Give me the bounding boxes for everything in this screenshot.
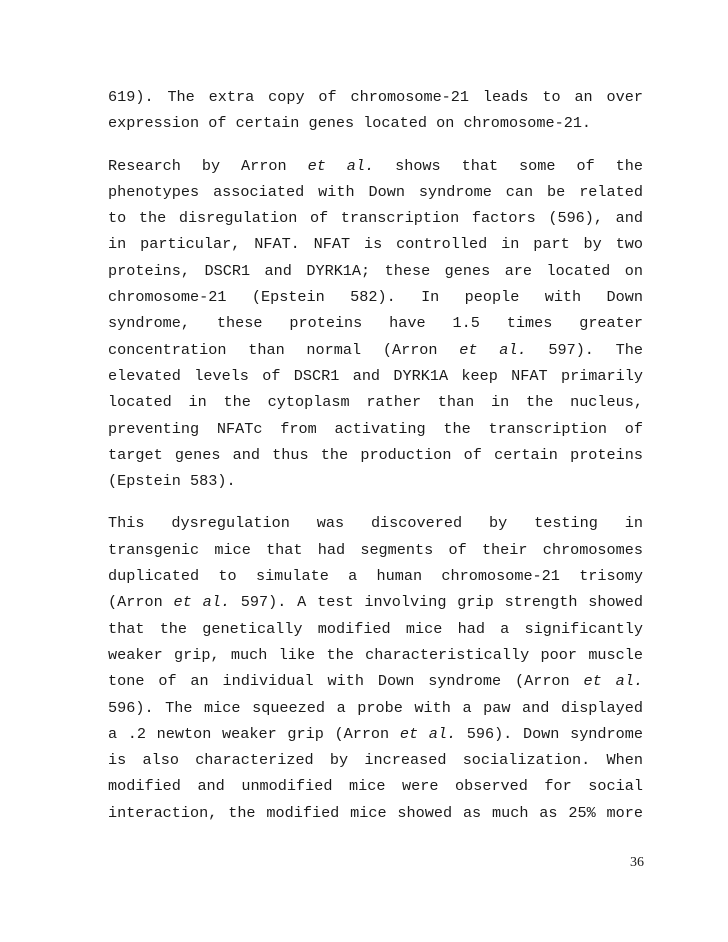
text-line: (Epstein 583). (108, 472, 236, 491)
text-line: (Arron et al. 597). A test involving grip strength showed (108, 593, 643, 612)
page-number: 36 (630, 855, 644, 870)
text-line: weaker grip, much like the characteristically poor muscle (108, 645, 643, 664)
italic-citation: et al. (173, 593, 230, 612)
text-line: a .2 newton weaker grip (Arron et al. 596). Down syndrome (108, 724, 643, 743)
italic-citation: et al. (583, 672, 643, 691)
text-line: syndrome, these proteins have 1.5 times greater (108, 314, 643, 333)
italic-citation: et al. (459, 340, 527, 359)
text-line: that the genetically modified mice had a significantly (108, 619, 643, 638)
text-line: proteins, DSCR1 and DYRK1A; these genes are located on (108, 261, 643, 280)
text-line: expression of certain genes located on chromosome-21. (108, 114, 592, 133)
text-line: This dysregulation was discovered by testing in (108, 514, 643, 533)
text-line: Research by Arron et al. shows that some of the (108, 156, 643, 175)
text-line: transgenic mice that had segments of their chromosomes (108, 540, 643, 559)
text-line: concentration than normal (Arron et al. 597). The (108, 340, 644, 359)
italic-citation: et al. (399, 724, 457, 743)
text-line: 596). The mice squeezed a probe with a paw and displayed (108, 698, 643, 717)
text-line: to the disregulation of transcription factors (596), and (108, 209, 643, 228)
italic-citation: et al. (307, 156, 375, 175)
body-text (108, 84, 643, 826)
text-line: is also characterized by increased socialization. When (108, 751, 643, 770)
text-line: preventing NFATc from activating the transcription of (108, 419, 643, 438)
text-line: elevated levels of DSCR1 and DYRK1A keep NFAT primarily (108, 366, 643, 385)
text-line: phenotypes associated with Down syndrome can be related (108, 182, 643, 201)
text-line: target genes and thus the production of certain proteins (108, 445, 643, 464)
text-line: duplicated to simulate a human chromosome-21 trisomy (108, 567, 643, 586)
text-line: chromosome-21 (Epstein 582). In people with Down (108, 288, 643, 307)
text-line: located in the cytoplasm rather than in the nucleus, (108, 393, 643, 412)
text-line: 619). The extra copy of chromosome-21 leads to an over (108, 88, 643, 106)
text-line: modified and unmodified mice were observed for social (108, 777, 643, 796)
text-line: interaction, the modified mice showed as much as 25% more (108, 803, 643, 822)
text-line: tone of an individual with Down syndrome (Arron et al. (108, 672, 643, 691)
text-line: in particular, NFAT. NFAT is controlled in part by two (108, 235, 643, 254)
